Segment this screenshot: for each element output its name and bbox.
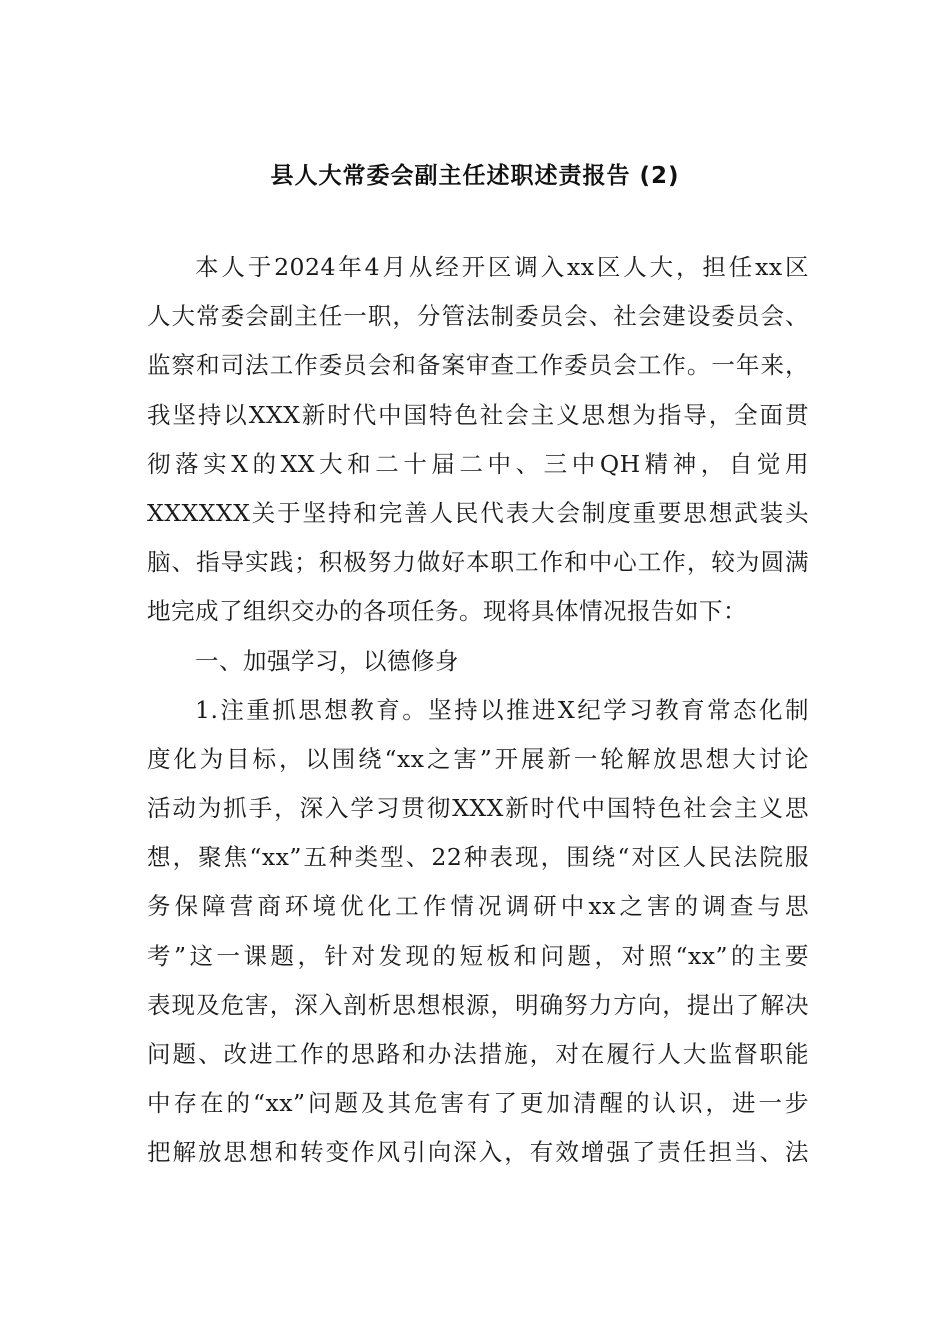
paragraph-line: 考”这一课题，针对发现的短板和问题，对照“xx”的主要 [147,941,809,970]
paragraph-line: 把解放思想和转变作风引向深入，有效增强了责任担当、法 [147,1138,809,1167]
paragraph-line: 本人于2024年4月从经开区调入xx区人大，担任xx区 [195,253,809,281]
paragraph-line: 想，聚焦“xx”五种类型、22种表现，围绕“对区人民法院服 [147,843,809,872]
paragraph-line: 度化为目标，以围绕“xx之害”开展新一轮解放思想大讨论 [147,744,809,773]
paragraph-line: 我坚持以XXX新时代中国特色社会主义思想为指导，全面贯 [147,400,809,429]
paragraph-line: 中存在的“xx”问题及其危害有了更加清醒的认识，进一步 [147,1089,809,1118]
paragraph-line: XXXXXX关于坚持和完善人民代表大会制度重要思想武装头 [147,498,809,527]
paragraph-line: 活动为抓手，深入学习贯彻XXX新时代中国特色社会主义思 [147,794,809,823]
paragraph-line: 监察和司法工作委员会和备案审查工作委员会工作。一年来， [147,351,809,380]
section-heading: 一、加强学习，以德修身 [195,646,459,675]
paragraph-line: 彻落实X的XX大和二十届二中、三中QH精神，自觉用 [147,449,809,478]
document-title: 县人大常委会副主任述职述责报告 (2) [270,163,680,189]
paragraph-line: 1.注重抓思想教育。坚持以推进X纪学习教育常态化制 [195,695,809,724]
paragraph-line: 脑、指导实践；积极努力做好本职工作和中心工作，较为圆满 [147,548,809,577]
paragraph-line: 务保障营商环境优化工作情况调研中xx之害的调查与思 [147,892,809,921]
document-body [147,243,809,1178]
paragraph-line: 地完成了组织交办的各项任务。现将具体情况报告如下： [147,597,747,626]
paragraph-line: 表现及危害，深入剖析思想根源，明确努力方向，提出了解决 [147,990,809,1019]
paragraph-line: 问题、改进工作的思路和办法措施，对在履行人大监督职能 [147,1040,809,1068]
paragraph-line: 人大常委会副主任一职，分管法制委员会、社会建设委员会、 [147,302,809,331]
